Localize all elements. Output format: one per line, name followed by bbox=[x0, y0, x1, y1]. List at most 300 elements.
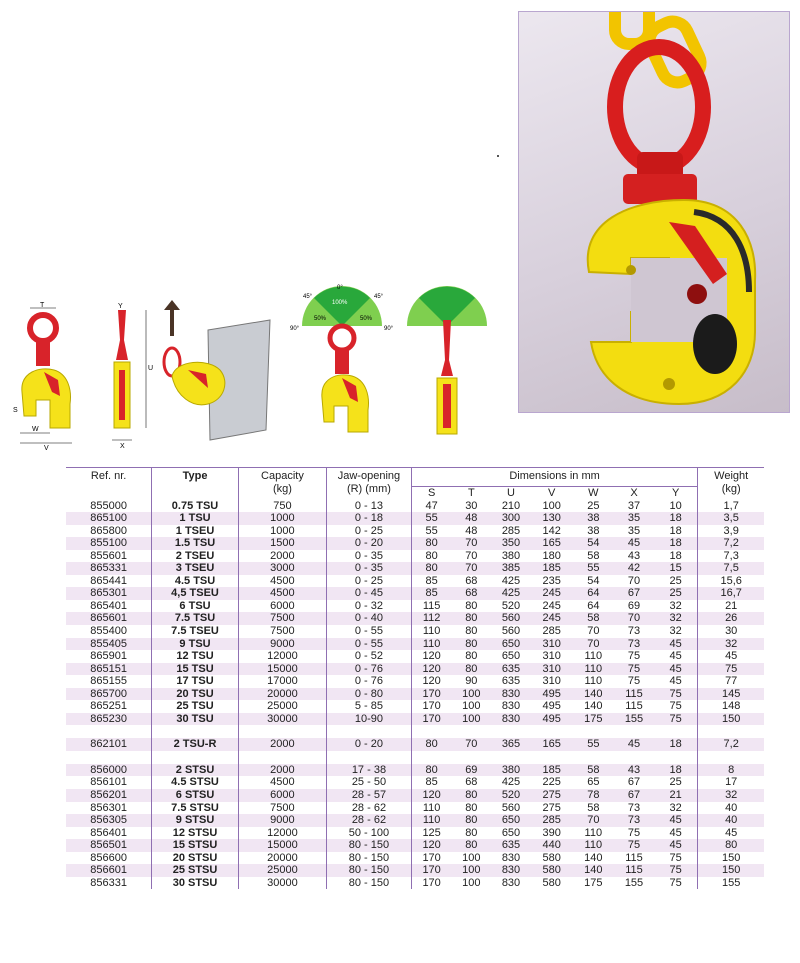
t-cell: 70 bbox=[451, 738, 491, 751]
jaw-cell: 10-90 bbox=[327, 713, 412, 726]
angle-90-right-label: 90° bbox=[384, 326, 394, 332]
ref-cell: 865601 bbox=[66, 612, 152, 625]
weight-cell: 7,2 bbox=[698, 738, 764, 751]
y-cell: 75 bbox=[654, 688, 698, 701]
jaw-cell: 0 - 76 bbox=[327, 675, 412, 688]
ref-cell: 855100 bbox=[66, 537, 152, 550]
weight-cell: 21 bbox=[725, 599, 738, 612]
weight-cell: 45 bbox=[725, 826, 738, 839]
w-cell: 38 bbox=[587, 524, 600, 537]
weight-cell: 80 bbox=[698, 839, 764, 852]
u-cell: 635 bbox=[501, 675, 521, 688]
table-row bbox=[66, 877, 764, 890]
u-cell: 210 bbox=[501, 499, 521, 512]
v-cell: 275 bbox=[531, 789, 573, 802]
u-cell: 830 bbox=[491, 864, 531, 877]
t-cell: 100 bbox=[462, 700, 481, 713]
w-cell: 110 bbox=[584, 650, 603, 663]
w-cell: 58 bbox=[573, 612, 615, 625]
table-row bbox=[66, 537, 764, 550]
table-row bbox=[66, 575, 764, 588]
capacity-cell: 17000 bbox=[238, 675, 326, 688]
x-cell: 35 bbox=[614, 512, 654, 525]
capacity-cell: 4500 bbox=[238, 776, 326, 789]
s-cell: 170 bbox=[411, 864, 451, 877]
x-cell: 75 bbox=[614, 663, 654, 676]
print-speck bbox=[497, 155, 499, 157]
weight-cell: 30 bbox=[725, 624, 738, 637]
weight-cell: 26 bbox=[698, 612, 764, 625]
product-photo bbox=[518, 11, 790, 413]
s-cell: 120 bbox=[411, 663, 451, 676]
t-cell: 80 bbox=[465, 826, 478, 839]
angle-45-left-label: 45° bbox=[303, 294, 313, 300]
w-cell: 58 bbox=[573, 764, 615, 777]
s-cell: 110 bbox=[422, 624, 441, 637]
w-cell: 58 bbox=[587, 549, 600, 562]
t-cell: 68 bbox=[465, 776, 478, 789]
v-cell: 310 bbox=[542, 675, 561, 688]
ref-cell: 856600 bbox=[66, 852, 152, 865]
table-row bbox=[66, 650, 764, 663]
weight-cell: 3,9 bbox=[723, 524, 739, 537]
capacity-cell: 2000 bbox=[238, 738, 326, 751]
t-cell: 80 bbox=[465, 801, 478, 814]
table-row bbox=[66, 525, 764, 538]
col-capacity-header: Capacity (kg) bbox=[238, 468, 326, 500]
u-cell: 365 bbox=[491, 738, 531, 751]
specification-table bbox=[66, 467, 764, 889]
x-cell: 45 bbox=[614, 537, 654, 550]
s-cell: 80 bbox=[411, 764, 451, 777]
u-cell: 650 bbox=[501, 826, 521, 839]
table-row bbox=[66, 500, 764, 513]
y-cell: 25 bbox=[654, 587, 698, 600]
s-cell: 55 bbox=[425, 524, 438, 537]
w-cell: 78 bbox=[573, 789, 615, 802]
capacity-cell: 9000 bbox=[238, 638, 326, 651]
x-cell: 75 bbox=[627, 650, 641, 663]
s-cell: 170 bbox=[422, 876, 441, 889]
w-cell: 64 bbox=[573, 587, 615, 600]
t-cell: 80 bbox=[451, 814, 491, 827]
weight-cell: 40 bbox=[725, 801, 738, 814]
s-cell: 115 bbox=[422, 599, 441, 612]
ref-cell: 856601 bbox=[66, 864, 152, 877]
y-cell: 45 bbox=[654, 814, 698, 827]
v-cell: 495 bbox=[531, 713, 573, 726]
v-cell: 165 bbox=[531, 738, 573, 751]
table-row bbox=[66, 700, 764, 713]
type-cell: 9 STSU bbox=[152, 814, 238, 827]
w-cell: 70 bbox=[573, 814, 615, 827]
v-cell: 100 bbox=[542, 499, 561, 512]
x-cell: 75 bbox=[614, 839, 654, 852]
dim-label-x: X bbox=[120, 443, 125, 450]
s-cell: 85 bbox=[425, 574, 438, 587]
x-cell: 115 bbox=[614, 688, 654, 701]
y-cell: 10 bbox=[654, 500, 698, 513]
jaw-cell: 0 - 80 bbox=[327, 688, 412, 701]
weight-cell: 150 bbox=[698, 864, 764, 877]
weight-cell: 7,2 bbox=[698, 537, 764, 550]
v-cell: 185 bbox=[531, 764, 573, 777]
capacity-cell: 6000 bbox=[238, 789, 326, 802]
col-ref-header: Ref. nr. bbox=[66, 468, 152, 500]
angle-90-left-label: 90° bbox=[290, 326, 300, 332]
capacity-cell: 12000 bbox=[238, 650, 326, 663]
type-cell: 17 TSU bbox=[152, 675, 238, 688]
v-cell: 185 bbox=[531, 562, 573, 575]
type-cell: 12 TSU bbox=[152, 650, 238, 663]
u-cell: 830 bbox=[501, 700, 521, 713]
capacity-cell: 1000 bbox=[238, 525, 326, 538]
v-cell: 235 bbox=[542, 574, 561, 587]
y-cell: 32 bbox=[654, 625, 698, 638]
table-body bbox=[66, 500, 764, 890]
s-cell: 85 bbox=[425, 776, 438, 789]
y-cell: 25 bbox=[654, 575, 698, 588]
w-cell: 175 bbox=[584, 876, 603, 889]
w-cell: 140 bbox=[584, 851, 603, 864]
u-cell: 635 bbox=[491, 839, 531, 852]
y-cell: 21 bbox=[654, 789, 698, 802]
jaw-cell: 0 - 40 bbox=[327, 612, 412, 625]
type-cell: 25 TSU bbox=[152, 700, 238, 713]
ref-cell: 855405 bbox=[66, 638, 152, 651]
type-cell: 4,5 TSEU bbox=[152, 587, 238, 600]
ref-cell: 856301 bbox=[66, 802, 152, 815]
v-cell: 580 bbox=[531, 864, 573, 877]
ref-cell: 865301 bbox=[66, 587, 152, 600]
s-cell: 120 bbox=[422, 650, 441, 663]
capacity-cell: 1000 bbox=[238, 512, 326, 525]
table-row bbox=[66, 562, 764, 575]
u-cell: 560 bbox=[501, 624, 521, 637]
s-cell: 80 bbox=[411, 562, 451, 575]
type-cell: 0.75 TSU bbox=[152, 500, 238, 513]
t-cell: 80 bbox=[451, 789, 491, 802]
s-cell: 120 bbox=[422, 675, 441, 688]
t-cell: 100 bbox=[451, 688, 491, 701]
table-row bbox=[66, 839, 764, 852]
s-cell: 112 bbox=[411, 612, 451, 625]
u-cell: 830 bbox=[491, 688, 531, 701]
y-cell: 45 bbox=[654, 839, 698, 852]
weight-cell: 32 bbox=[698, 638, 764, 651]
s-cell: 170 bbox=[422, 851, 441, 864]
ref-cell: 856501 bbox=[66, 839, 152, 852]
jaw-cell: 17 - 38 bbox=[327, 764, 412, 777]
jaw-cell: 80 - 150 bbox=[327, 877, 412, 890]
v-cell: 245 bbox=[531, 587, 573, 600]
ref-cell: 865331 bbox=[66, 562, 152, 575]
capacity-cell: 7500 bbox=[238, 625, 326, 638]
capacity-cell: 30000 bbox=[238, 877, 326, 890]
ref-cell: 865155 bbox=[66, 675, 152, 688]
lifting-plate-diagram bbox=[158, 300, 278, 450]
u-cell: 650 bbox=[491, 814, 531, 827]
angle-0-label: 0° bbox=[337, 285, 343, 291]
jaw-cell: 0 - 35 bbox=[327, 562, 412, 575]
v-cell: 495 bbox=[542, 700, 561, 713]
capacity-cell: 30000 bbox=[238, 713, 326, 726]
u-cell: 560 bbox=[501, 801, 521, 814]
v-cell: 180 bbox=[542, 549, 561, 562]
t-cell: 80 bbox=[465, 624, 478, 637]
x-cell: 43 bbox=[627, 549, 641, 562]
weight-cell: 150 bbox=[698, 713, 764, 726]
y-cell: 45 bbox=[654, 827, 698, 840]
w-cell: 110 bbox=[584, 826, 603, 839]
side-view-diagram bbox=[98, 300, 158, 450]
capacity-cell: 7500 bbox=[238, 612, 326, 625]
ref-cell: 865100 bbox=[66, 512, 152, 525]
col-t-header: T bbox=[467, 487, 475, 499]
table-row bbox=[66, 802, 764, 815]
capacity-cell: 15000 bbox=[238, 663, 326, 676]
table-row bbox=[66, 625, 764, 638]
ref-cell: 865441 bbox=[66, 575, 152, 588]
x-cell: 73 bbox=[614, 814, 654, 827]
angle-range-diagram-1 bbox=[290, 280, 395, 440]
u-cell: 830 bbox=[491, 713, 531, 726]
table-row bbox=[66, 612, 764, 625]
capacity-cell: 15000 bbox=[238, 839, 326, 852]
x-cell: 115 bbox=[625, 700, 643, 713]
weight-cell: 7,3 bbox=[723, 549, 739, 562]
s-cell: 110 bbox=[422, 801, 441, 814]
t-cell: 48 bbox=[451, 512, 491, 525]
jaw-cell: 0 - 20 bbox=[327, 738, 412, 751]
v-cell: 285 bbox=[542, 624, 561, 637]
col-x-header: X bbox=[630, 487, 638, 499]
table-row bbox=[66, 675, 764, 688]
jaw-cell: 0 - 32 bbox=[327, 600, 412, 613]
ref-cell: 862101 bbox=[66, 738, 152, 751]
x-cell: 67 bbox=[614, 789, 654, 802]
v-cell: 310 bbox=[531, 663, 573, 676]
jaw-cell: 25 - 50 bbox=[327, 776, 412, 789]
t-cell: 68 bbox=[451, 587, 491, 600]
type-cell: 20 TSU bbox=[152, 688, 238, 701]
s-cell: 110 bbox=[411, 638, 451, 651]
capacity-cell: 25000 bbox=[238, 864, 326, 877]
x-cell: 155 bbox=[624, 876, 644, 889]
jaw-cell: 0 - 25 bbox=[327, 575, 412, 588]
v-cell: 390 bbox=[542, 826, 561, 839]
s-cell: 120 bbox=[411, 789, 451, 802]
s-cell: 80 bbox=[411, 738, 451, 751]
clamp-photo-illustration bbox=[519, 12, 789, 412]
type-cell: 3 TSEU bbox=[152, 562, 238, 575]
u-cell: 385 bbox=[491, 562, 531, 575]
table-row bbox=[66, 764, 764, 777]
type-cell: 15 STSU bbox=[152, 839, 238, 852]
dim-label-s: S bbox=[13, 407, 18, 414]
u-cell: 425 bbox=[501, 776, 521, 789]
t-cell: 90 bbox=[465, 675, 478, 688]
jaw-cell: 0 - 20 bbox=[327, 537, 412, 550]
jaw-cell: 5 - 85 bbox=[327, 700, 412, 713]
weight-cell: 40 bbox=[698, 814, 764, 827]
ref-cell: 855400 bbox=[66, 625, 152, 638]
table-row bbox=[66, 550, 764, 563]
type-cell: 7.5 STSU bbox=[152, 802, 238, 815]
ref-cell: 856000 bbox=[66, 764, 152, 777]
v-cell: 285 bbox=[531, 814, 573, 827]
ref-cell: 865401 bbox=[66, 600, 152, 613]
clamp-diagrams bbox=[10, 280, 510, 450]
x-cell: 37 bbox=[627, 499, 641, 512]
table-row bbox=[66, 688, 764, 701]
type-cell: 7.5 TSU bbox=[152, 612, 238, 625]
t-cell: 70 bbox=[465, 549, 478, 562]
s-cell: 170 bbox=[411, 688, 451, 701]
x-cell: 73 bbox=[627, 624, 641, 637]
s-cell: 110 bbox=[411, 814, 451, 827]
w-cell: 70 bbox=[587, 624, 600, 637]
w-cell: 140 bbox=[573, 688, 615, 701]
t-cell: 70 bbox=[451, 537, 491, 550]
ref-cell: 865901 bbox=[66, 650, 152, 663]
x-cell: 75 bbox=[627, 826, 641, 839]
jaw-cell: 0 - 52 bbox=[327, 650, 412, 663]
jaw-cell: 80 - 150 bbox=[327, 852, 412, 865]
t-cell: 30 bbox=[465, 499, 478, 512]
weight-cell: 75 bbox=[698, 663, 764, 676]
y-cell: 15 bbox=[654, 562, 698, 575]
y-cell: 18 bbox=[654, 512, 698, 525]
col-type-header: Type bbox=[152, 468, 238, 500]
u-cell: 635 bbox=[491, 663, 531, 676]
t-cell: 48 bbox=[465, 524, 478, 537]
capacity-cell: 2000 bbox=[238, 764, 326, 777]
type-cell: 1 TSEU bbox=[152, 525, 238, 538]
table-row bbox=[66, 663, 764, 676]
u-cell: 425 bbox=[491, 587, 531, 600]
u-cell: 650 bbox=[501, 650, 521, 663]
type-cell: 2 TSEU bbox=[152, 550, 238, 563]
jaw-cell: 28 - 62 bbox=[327, 814, 412, 827]
weight-cell: 148 bbox=[722, 700, 741, 713]
ref-cell: 856101 bbox=[66, 776, 152, 789]
y-cell: 75 bbox=[654, 852, 698, 865]
w-cell: 70 bbox=[573, 638, 615, 651]
x-cell: 115 bbox=[614, 864, 654, 877]
table-row bbox=[66, 789, 764, 802]
jaw-cell: 0 - 55 bbox=[327, 625, 412, 638]
group-separator bbox=[66, 725, 764, 738]
v-cell: 165 bbox=[531, 537, 573, 550]
t-cell: 80 bbox=[451, 663, 491, 676]
y-cell: 25 bbox=[654, 776, 698, 789]
x-cell: 73 bbox=[627, 801, 641, 814]
dim-label-u: U bbox=[148, 365, 154, 372]
table-row bbox=[66, 738, 764, 751]
angle-45-right-label: 45° bbox=[374, 294, 384, 300]
type-cell: 2 STSU bbox=[152, 764, 238, 777]
v-cell: 495 bbox=[531, 688, 573, 701]
col-dimensions-header: Dimensions in mm bbox=[411, 468, 698, 487]
v-cell: 245 bbox=[531, 612, 573, 625]
x-cell: 45 bbox=[614, 738, 654, 751]
capacity-cell: 7500 bbox=[238, 802, 326, 815]
table-row bbox=[66, 852, 764, 865]
v-cell: 142 bbox=[542, 524, 561, 537]
weight-cell: 16,7 bbox=[698, 587, 764, 600]
t-cell: 100 bbox=[462, 876, 481, 889]
u-cell: 520 bbox=[501, 599, 521, 612]
weight-cell: 15,6 bbox=[720, 574, 742, 587]
y-cell: 75 bbox=[654, 864, 698, 877]
ref-cell: 865151 bbox=[66, 663, 152, 676]
x-cell: 42 bbox=[614, 562, 654, 575]
x-cell: 115 bbox=[625, 851, 643, 864]
x-cell: 70 bbox=[627, 574, 641, 587]
jaw-cell: 0 - 18 bbox=[327, 512, 412, 525]
s-cell: 55 bbox=[411, 512, 451, 525]
w-cell: 55 bbox=[573, 562, 615, 575]
t-cell: 68 bbox=[465, 574, 478, 587]
y-cell: 75 bbox=[654, 700, 698, 713]
ref-cell: 856331 bbox=[66, 877, 152, 890]
v-cell: 275 bbox=[542, 801, 561, 814]
u-cell: 380 bbox=[491, 764, 531, 777]
weight-cell: 8 bbox=[698, 764, 764, 777]
t-cell: 100 bbox=[451, 864, 491, 877]
table-row bbox=[66, 814, 764, 827]
jaw-cell: 0 - 35 bbox=[327, 550, 412, 563]
dim-label-w: W bbox=[32, 426, 39, 433]
y-cell: 18 bbox=[654, 764, 698, 777]
x-cell: 155 bbox=[614, 713, 654, 726]
dim-label-t: T bbox=[40, 302, 45, 309]
weight-cell: 7,5 bbox=[698, 562, 764, 575]
capacity-cell: 25000 bbox=[238, 700, 326, 713]
y-cell: 45 bbox=[654, 675, 698, 688]
col-u-header: U bbox=[507, 487, 515, 499]
s-cell: 170 bbox=[422, 700, 441, 713]
capacity-cell: 4500 bbox=[238, 587, 326, 600]
type-cell: 12 STSU bbox=[152, 827, 238, 840]
y-cell: 75 bbox=[654, 713, 698, 726]
weight-cell: 150 bbox=[722, 851, 741, 864]
w-cell: 58 bbox=[587, 801, 600, 814]
t-cell: 100 bbox=[462, 851, 481, 864]
w-cell: 175 bbox=[573, 713, 615, 726]
type-cell: 1 TSU bbox=[152, 512, 238, 525]
ref-cell: 865230 bbox=[66, 713, 152, 726]
type-cell: 4.5 STSU bbox=[152, 776, 238, 789]
ref-cell: 855601 bbox=[66, 550, 152, 563]
ref-cell: 865251 bbox=[66, 700, 152, 713]
u-cell: 830 bbox=[501, 876, 521, 889]
v-cell: 580 bbox=[542, 876, 561, 889]
t-cell: 70 bbox=[451, 562, 491, 575]
jaw-cell: 0 - 45 bbox=[327, 587, 412, 600]
dim-label-y: Y bbox=[118, 303, 123, 310]
capacity-50-left-label: 50% bbox=[314, 316, 327, 322]
v-cell: 225 bbox=[542, 776, 561, 789]
col-w-header: W bbox=[588, 487, 599, 499]
weight-cell: 1,7 bbox=[723, 499, 739, 512]
dim-label-v: V bbox=[44, 445, 49, 450]
type-cell: 30 STSU bbox=[152, 877, 238, 890]
x-cell: 35 bbox=[627, 524, 641, 537]
s-cell: 125 bbox=[422, 826, 441, 839]
capacity-cell: 6000 bbox=[238, 600, 326, 613]
